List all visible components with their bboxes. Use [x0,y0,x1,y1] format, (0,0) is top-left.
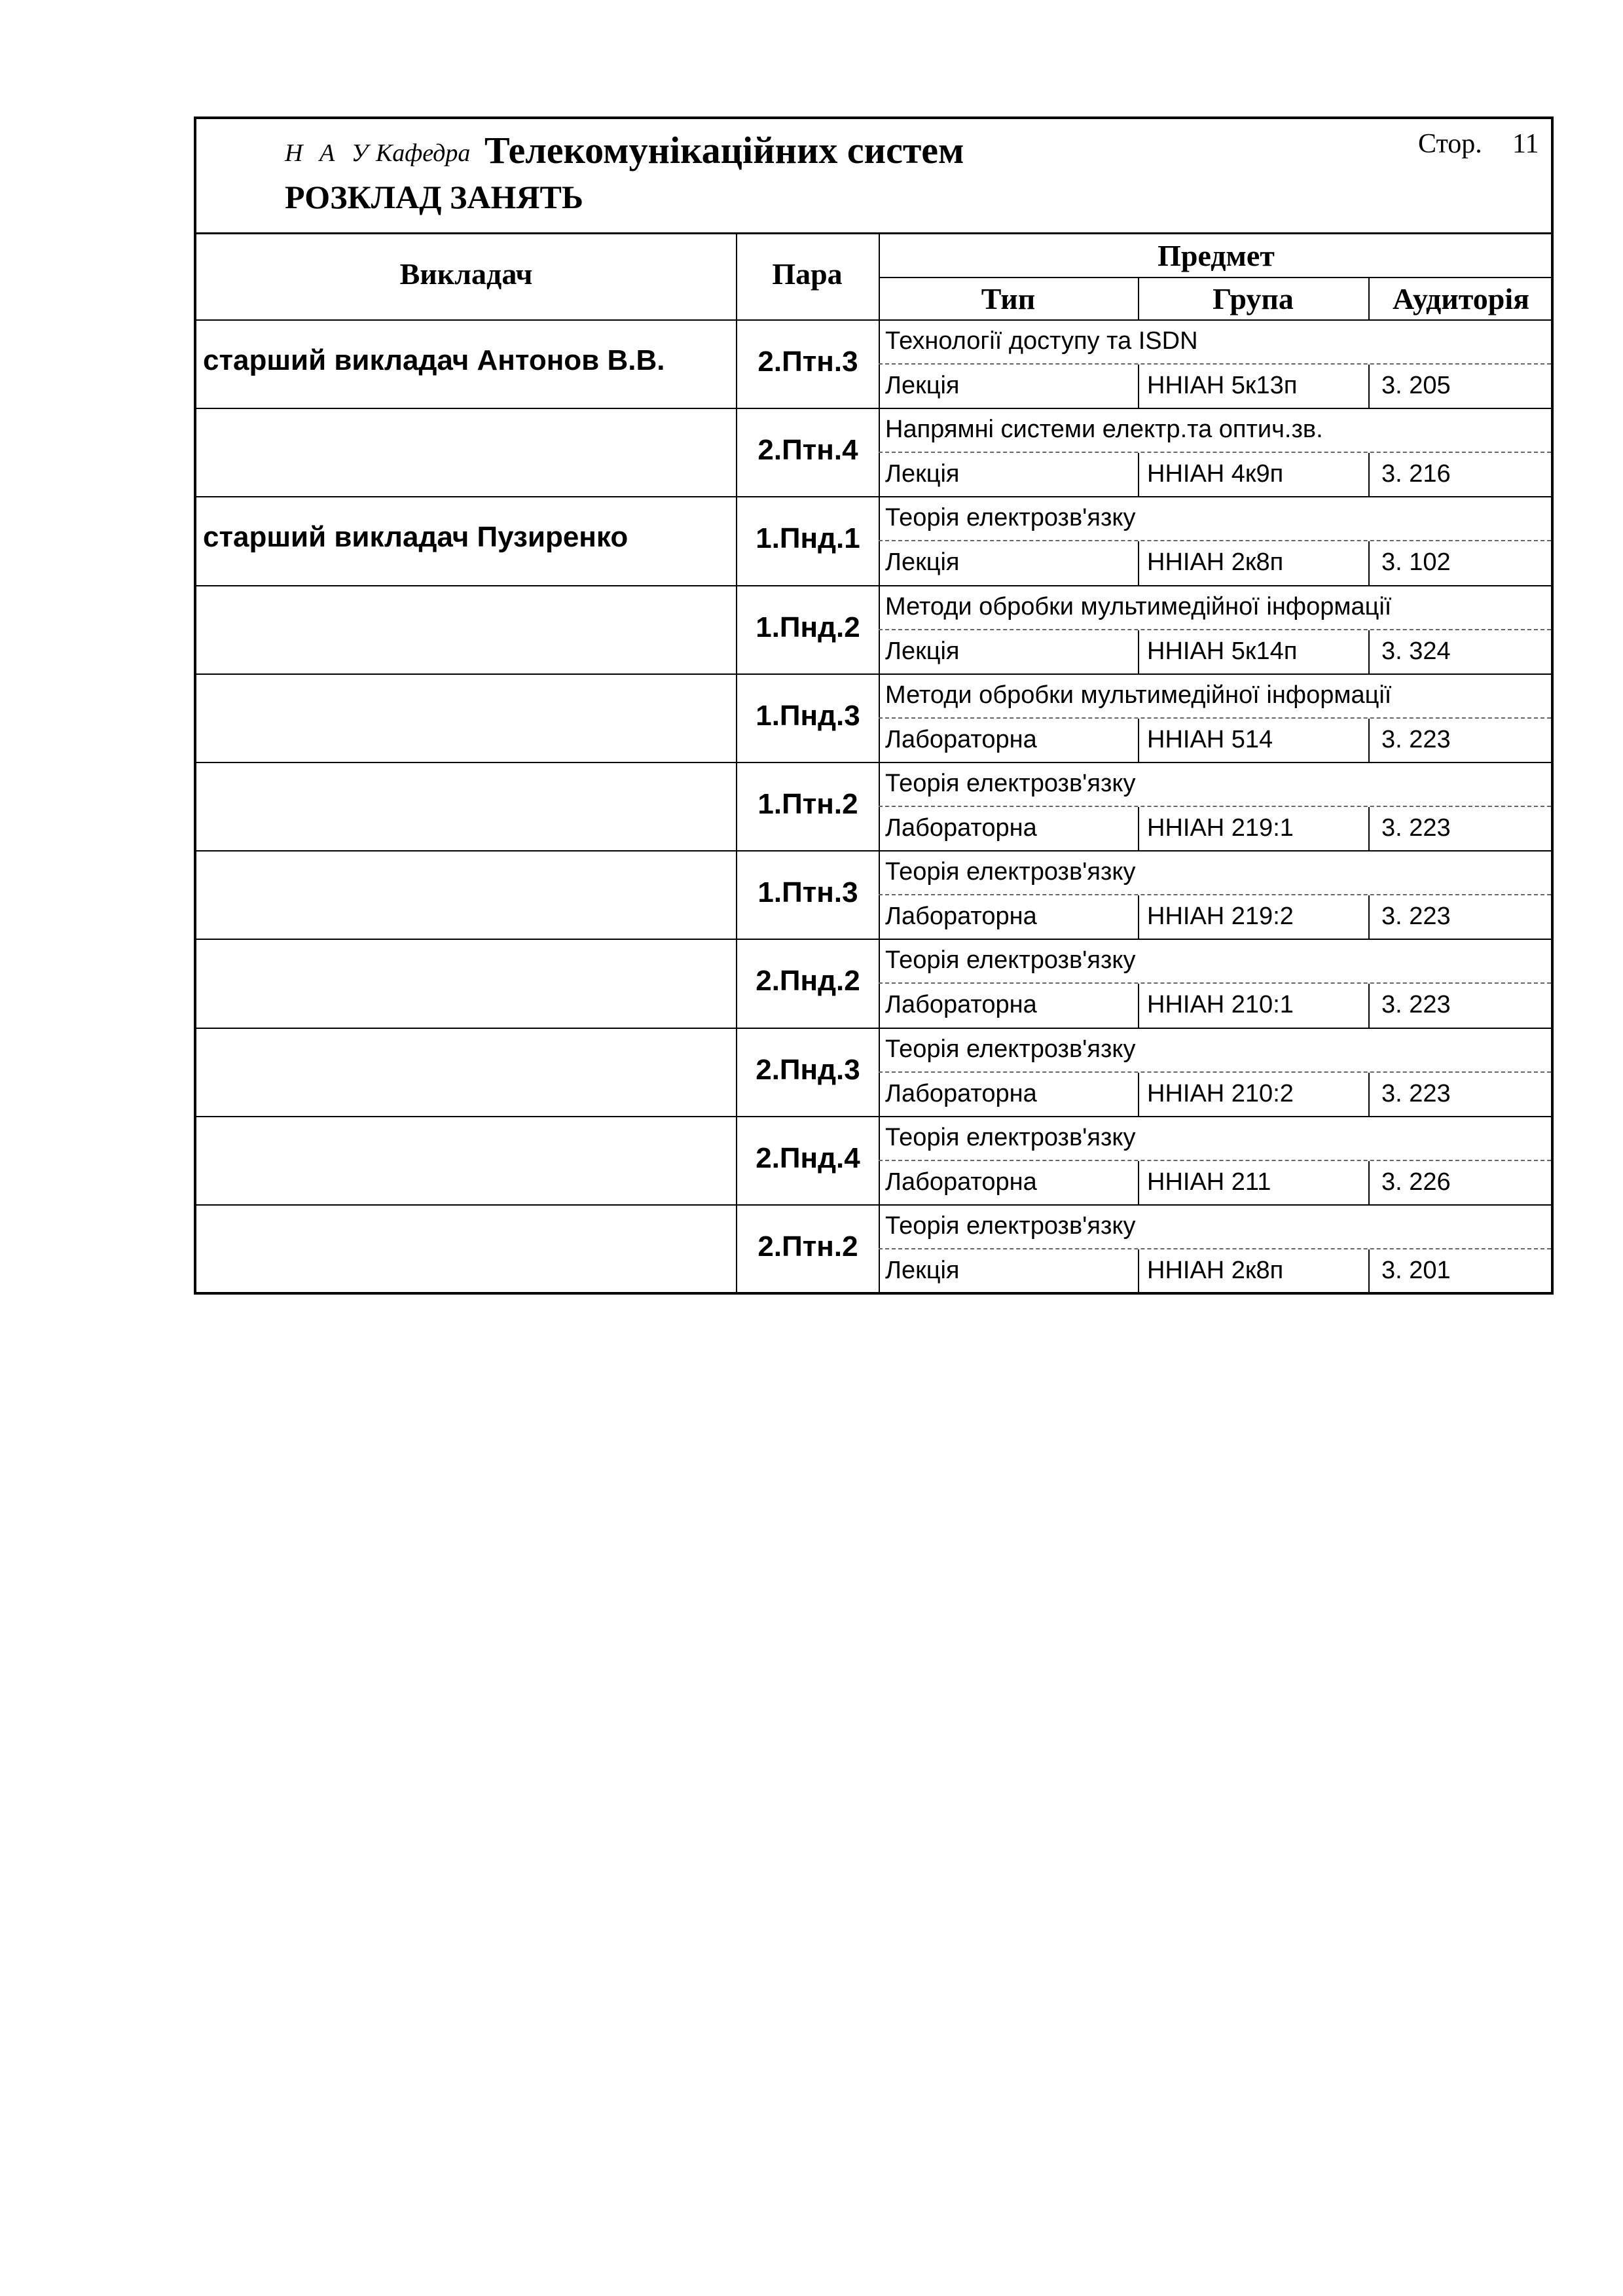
col-divider-teacher [736,234,737,1295]
group-cell: ННІАН 5к13п [1147,372,1298,399]
dept-name: Телекомунікаційних систем [484,129,964,171]
subject-divider [879,982,1551,984]
row-divider [196,939,1551,940]
subject-cell: Методи обробки мультимедійної інформації [885,681,1392,709]
subject-divider [879,629,1551,630]
subject-divider [879,363,1551,365]
teacher-name: старший викладач Антонов В.В. [203,344,665,376]
group-divider [1368,807,1370,852]
subject-cell: Теорія електрозв'язку [885,946,1136,975]
page-number: 11 [1512,129,1539,159]
col-header-type: Тип [981,282,1036,315]
group-divider [1368,1073,1370,1117]
group-cell: ННІАН 2к8п [1147,1257,1284,1284]
subject-cell: Методи обробки мультимедійної інформації [885,592,1392,620]
subject-cell: Теорія електрозв'язку [885,1212,1136,1240]
type-divider [1138,1073,1139,1117]
subject-divider [879,806,1551,807]
para-cell: 1.Пнд.2 [756,611,860,643]
subject-header-divider [879,277,1551,278]
subject-cell: Напрямні системи електр.та оптич.зв. [885,416,1323,444]
subject-divider [879,1160,1551,1161]
row-divider [196,673,1551,675]
col-header-subject: Предмет [1158,239,1275,272]
university-abbr: Н А У [285,139,374,167]
subject-cell: Теорія електрозв'язку [885,1123,1136,1151]
group-cell: ННІАН 219:2 [1147,903,1294,931]
type-cell: Лабораторна [885,1168,1037,1196]
type-cell: Лабораторна [885,1079,1037,1107]
col-header-group: Група [1213,282,1294,315]
group-cell: ННІАН 210:2 [1147,1079,1294,1107]
row-divider [196,762,1551,763]
type-divider [1138,807,1139,852]
row-divider [196,408,1551,409]
group-divider [1368,1249,1370,1294]
type-cell: Лабораторна [885,903,1037,931]
row-divider [196,1204,1551,1206]
col-divider-para [879,234,880,1295]
para-cell: 2.Птн.2 [757,1230,858,1263]
type-cell: Лекція [885,637,960,665]
schedule-frame [194,117,1554,1295]
type-cell: Лекція [885,548,960,577]
subject-divider [879,717,1551,719]
group-cell: ННІАН 219:1 [1147,814,1294,842]
page-title: РОЗКЛАД ЗАНЯТЬ [285,179,583,215]
subject-cell: Теорія електрозв'язку [885,770,1136,797]
room-cell: 3. 102 [1381,548,1451,577]
row-divider [196,1116,1551,1117]
group-cell: ННІАН 2к8п [1147,548,1284,577]
row-divider [196,585,1551,586]
subject-divider [879,1248,1551,1249]
para-cell: 2.Птн.3 [757,346,858,378]
row-divider [196,1028,1551,1029]
para-cell: 2.Птн.4 [757,434,858,467]
type-divider [1138,630,1139,675]
group-divider [1368,541,1370,586]
subject-divider [879,1071,1551,1073]
para-cell: 1.Птн.2 [757,788,858,820]
teacher-name: старший викладач Пузиренко [203,521,629,554]
subject-cell: Теорія електрозв'язку [885,858,1136,886]
type-divider [1138,984,1139,1028]
type-cell: Лабораторна [885,991,1037,1019]
page-label: Стор. [1418,129,1482,159]
row-divider [196,850,1551,852]
row-divider [196,319,1551,321]
group-cell: ННІАН 4к9п [1147,460,1284,488]
subject-divider [879,540,1551,541]
room-cell: 3. 223 [1381,1079,1451,1107]
col-header-para: Пара [772,257,843,291]
group-cell: ННІАН 210:1 [1147,991,1294,1019]
room-cell: 3. 324 [1381,637,1451,665]
room-cell: 3. 216 [1381,460,1451,488]
type-cell: Лабораторна [885,814,1037,842]
room-cell: 3. 226 [1381,1168,1451,1196]
para-cell: 1.Пнд.3 [756,699,860,732]
group-divider [1368,984,1370,1028]
dept-prefix: Кафедра [376,139,471,167]
type-divider [1138,1249,1139,1294]
type-divider [1138,895,1139,940]
group-divider [1368,1161,1370,1206]
type-divider [1138,1161,1139,1206]
para-cell: 2.Пнд.4 [756,1141,860,1174]
col-header-teacher: Викладач [399,257,533,291]
group-divider [1368,719,1370,763]
type-cell: Лекція [885,1257,960,1284]
type-divider [1138,719,1139,763]
group-divider [1368,453,1370,497]
group-cell: ННІАН 5к14п [1147,637,1298,665]
type-cell: Лабораторна [885,725,1037,753]
type-divider [1138,541,1139,586]
para-cell: 1.Птн.3 [757,876,858,909]
para-cell: 1.Пнд.1 [756,522,860,555]
room-cell: 3. 201 [1381,1257,1451,1284]
type-divider [1138,453,1139,497]
para-cell: 2.Пнд.2 [756,965,860,997]
room-cell: 3. 223 [1381,991,1451,1019]
type-divider [1138,365,1139,409]
type-cell: Лекція [885,372,960,399]
header-divider [196,232,1551,234]
subject-divider [879,894,1551,895]
row-divider [196,496,1551,497]
group-divider [1368,630,1370,675]
subject-cell: Теорія електрозв'язку [885,1035,1136,1063]
col-header-room: Аудиторія [1392,282,1530,315]
group-cell: ННІАН 514 [1147,725,1273,753]
subject-divider [879,452,1551,453]
para-cell: 2.Пнд.3 [756,1053,860,1086]
subject-cell: Технології доступу та ISDN [885,327,1198,355]
room-cell: 3. 223 [1381,725,1451,753]
group-divider [1368,895,1370,940]
room-cell: 3. 223 [1381,814,1451,842]
subject-cell: Теорія електрозв'язку [885,504,1136,532]
room-cell: 3. 205 [1381,372,1451,399]
type-cell: Лекція [885,460,960,488]
group-cell: ННІАН 211 [1147,1168,1271,1196]
room-cell: 3. 223 [1381,903,1451,931]
group-divider [1368,365,1370,409]
